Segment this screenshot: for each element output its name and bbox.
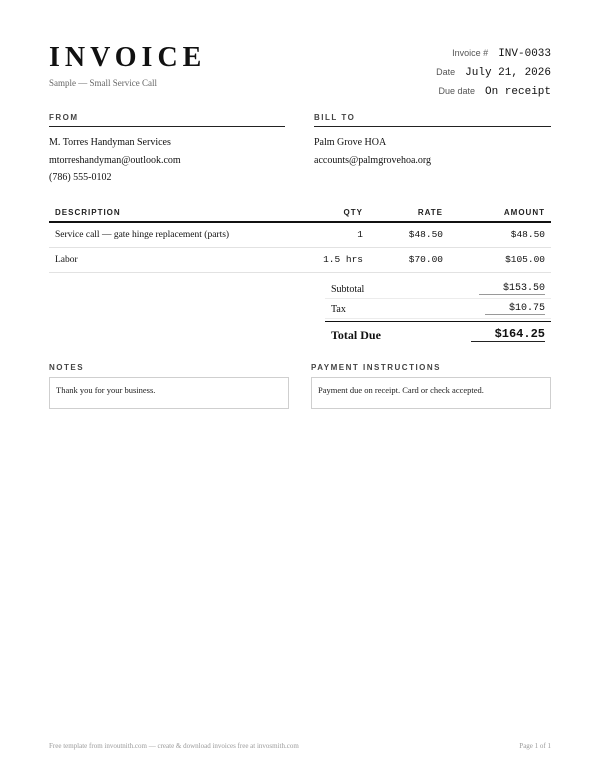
total-due-value: $164.25 xyxy=(471,327,545,342)
payment-box: Payment due on receipt. Card or check accepted. xyxy=(311,377,551,409)
subtotal-row xyxy=(325,279,551,299)
col-header-description: DESCRIPTION xyxy=(49,204,289,222)
row-rate: $70.00 xyxy=(369,247,449,272)
row-rate: $48.50 xyxy=(369,222,449,247)
bill-to-name: Palm Grove HOA xyxy=(314,137,387,148)
total-due-row xyxy=(325,321,551,345)
invoice-number-row xyxy=(436,44,551,63)
invoice-number-label: Invoice # xyxy=(452,48,489,58)
col-header-qty: QTY xyxy=(289,204,369,222)
subtotal-label: Subtotal xyxy=(331,284,365,295)
notes-heading: NOTES xyxy=(49,363,85,372)
bill-to-heading: BILL TO xyxy=(314,113,551,127)
col-header-amount: AMOUNT xyxy=(449,204,551,222)
page-number: Page 1 of 1 xyxy=(519,742,551,750)
tax-row xyxy=(325,299,551,319)
notes-box: Thank you for your business. xyxy=(49,377,289,409)
from-email: mtorreshandyman@outlook.com xyxy=(49,154,181,166)
line-items-table xyxy=(49,204,551,273)
invoice-date-value: July 21, 2026 xyxy=(465,67,551,79)
table-row xyxy=(49,222,551,247)
row-description: Service call — gate hinge replacement (parts) xyxy=(49,222,289,247)
notes-section xyxy=(49,363,289,409)
row-amount: $48.50 xyxy=(449,222,551,247)
invoice-due-value: On receipt xyxy=(484,86,551,98)
tax-value: $10.75 xyxy=(485,303,545,315)
col-header-rate: RATE xyxy=(369,204,449,222)
invoice-due-row xyxy=(436,82,551,101)
invoice-due-label: Due date xyxy=(438,86,475,96)
invoice-title: INVOICE xyxy=(49,42,207,73)
invoice-number-value: INV-0033 xyxy=(498,48,551,60)
row-amount: $105.00 xyxy=(449,247,551,272)
footer-credit: Free template from invoutnith.com — create & download invoices free at invosmith.com xyxy=(49,742,299,750)
from-heading: FROM xyxy=(49,113,285,127)
payment-heading: PAYMENT INSTRUCTIONS xyxy=(311,363,442,372)
from-phone: (786) 555-0102 xyxy=(49,172,112,183)
total-due-label: Total Due xyxy=(331,328,381,342)
invoice-date-label: Date xyxy=(436,67,456,77)
bill-to-section xyxy=(314,113,551,171)
invoice-date-row xyxy=(436,63,551,82)
totals-section xyxy=(325,279,551,345)
row-qty: 1.5 hrs xyxy=(289,247,369,272)
row-qty: 1 xyxy=(289,222,369,247)
from-name: M. Torres Handyman Services xyxy=(49,137,171,148)
payment-section xyxy=(311,363,551,409)
subtotal-value: $153.50 xyxy=(479,283,545,295)
invoice-meta xyxy=(436,44,551,101)
table-header-row xyxy=(49,204,551,222)
bill-to-email: accounts@palmgrovehoa.org xyxy=(314,154,432,166)
table-row xyxy=(49,247,551,272)
row-description: Labor xyxy=(49,247,289,272)
from-section xyxy=(49,113,285,189)
invoice-subtitle: Sample — Small Service Call xyxy=(49,78,157,88)
tax-label: Tax xyxy=(331,304,346,315)
